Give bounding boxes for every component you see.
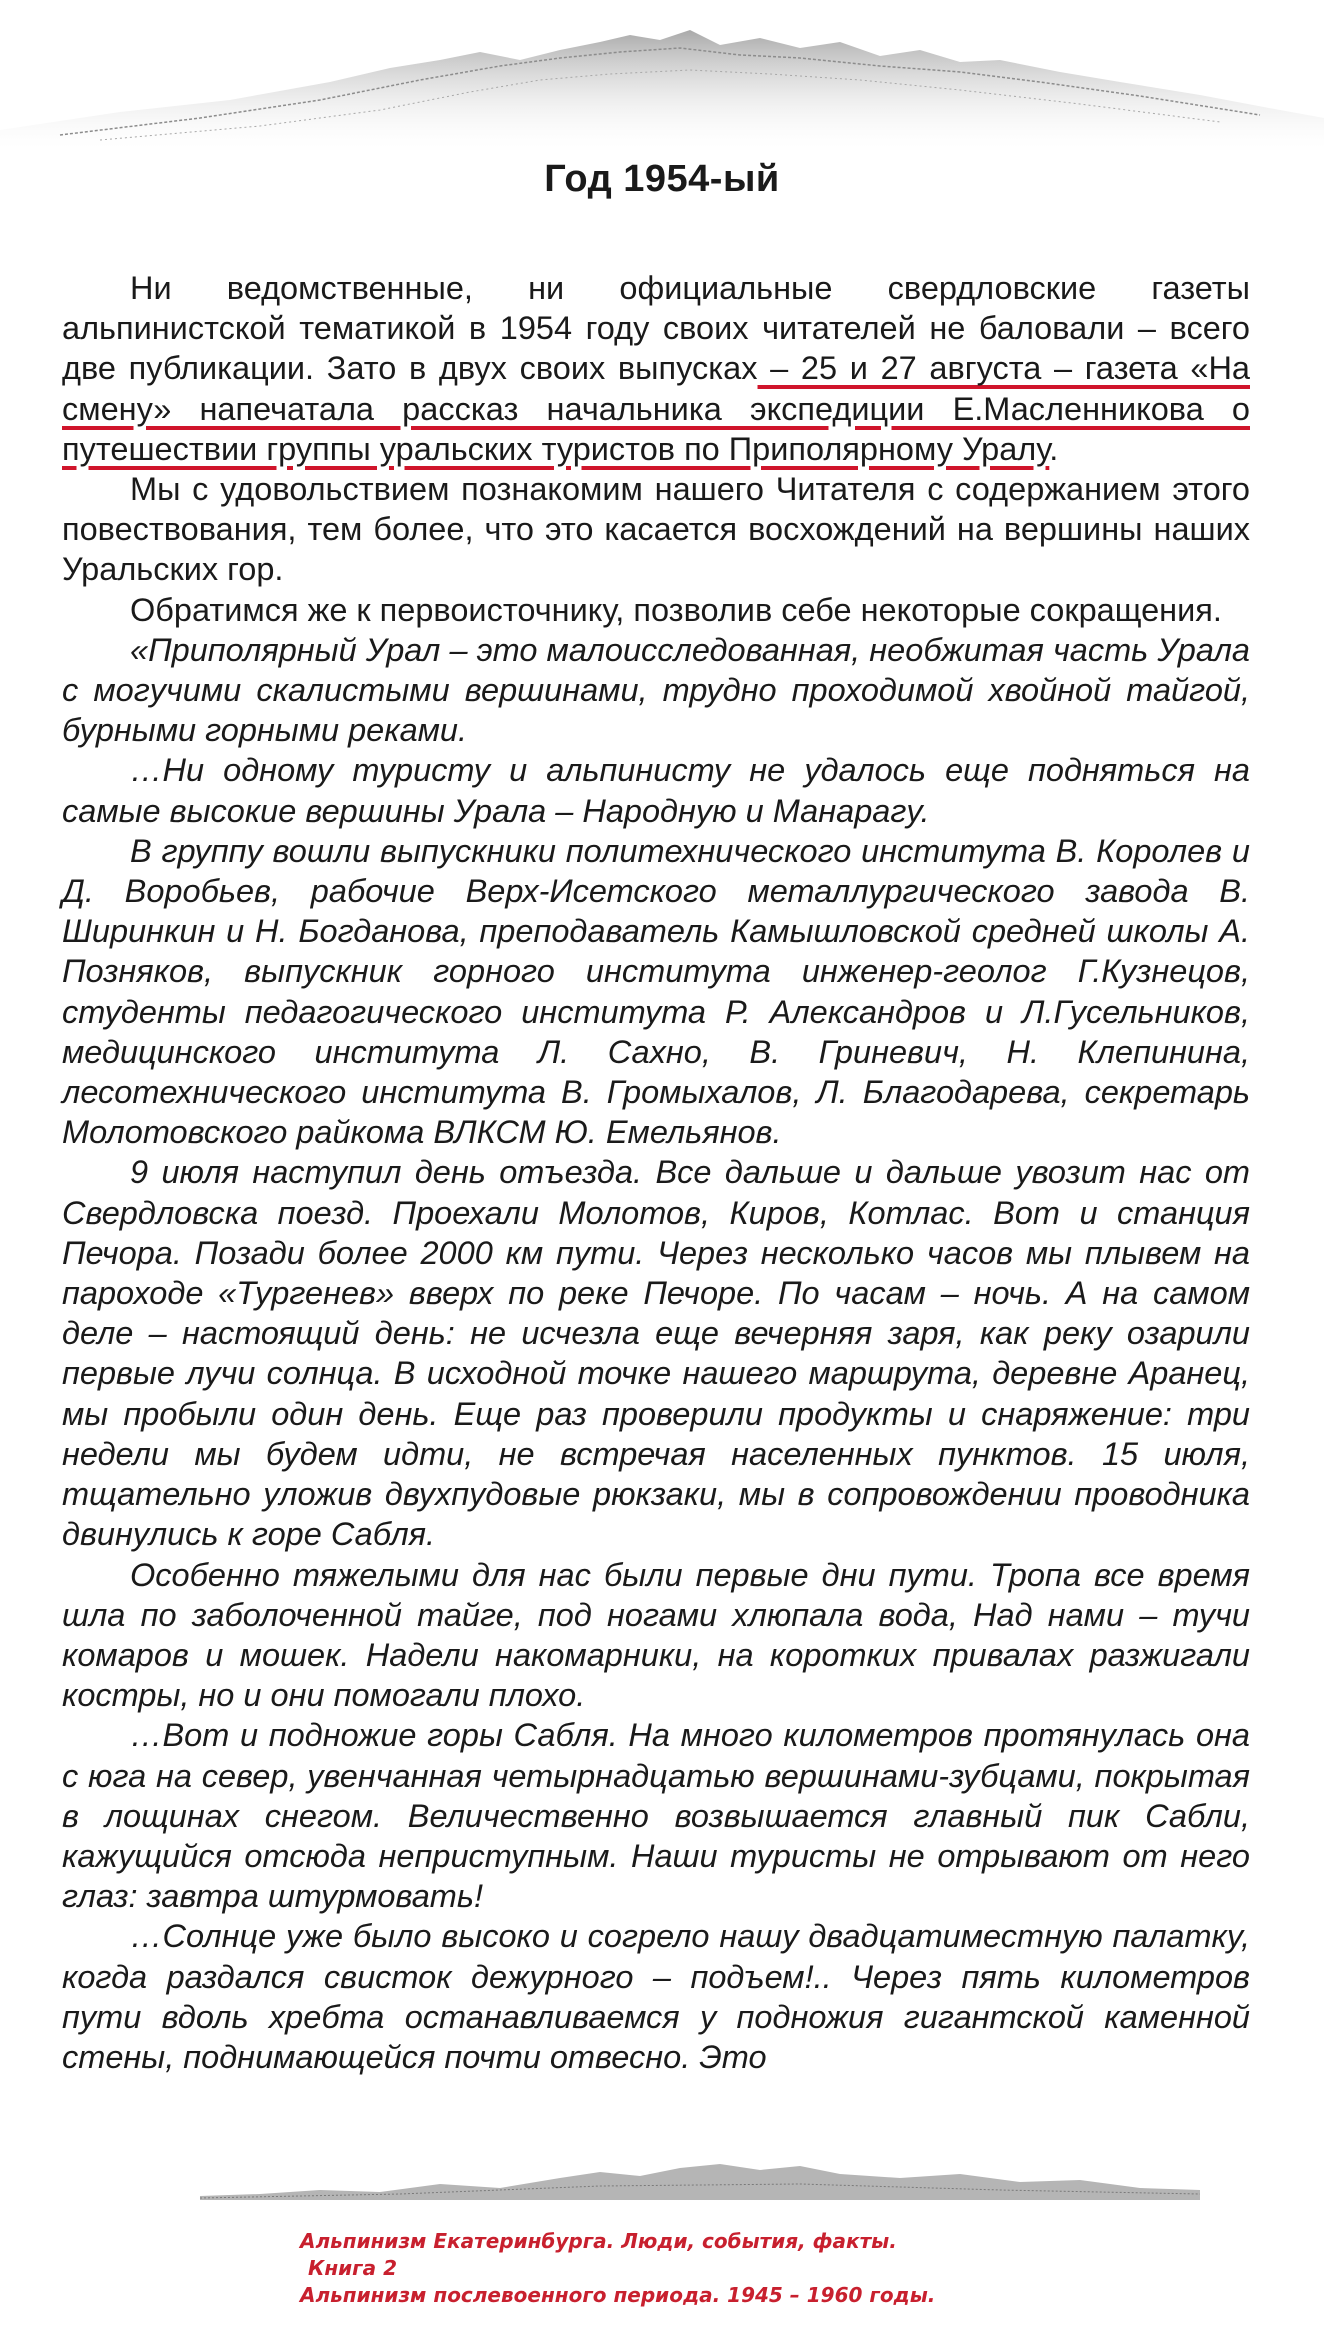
quote-paragraph: …Солнце уже было высоко и согрело нашу двадцатиместную палатку, когда раздался свисток дежурного – подъем!.. Через пять километров пути вдоль хребта останавливаемся у подножия гигантской каменной стены, поднимающейся почти отвесно. Это [62, 1918, 1250, 2075]
quote-paragraph: 9 июля наступил день отъезда. Все дальше и дальше увозит нас от Свердловска поезд. Проехали Молотов, Киров, Котлас. Вот и станция Печора. Позади более 2000 км пути. Через несколько часов мы плывем на пароходе «Тургенев» вверх по реке Печоре. По часам – ночь. А на самом деле – настоящий день: не исчезла еще вечерняя заря, как реку озарили первые лучи солнца. В исходной точке нашего маршрута, деревне Аранец, мы пробыли один день. Еще раз проверили продукты и снаряжение: три недели мы будем идти, не встречая населенных пунктов. 15 июля, тщательно уложив двухпудовые рюкзаки, мы в сопровождении проводника двинулись к горе Сабля. [62, 1154, 1250, 1553]
footer-mountain-range-icon [200, 2150, 1200, 2200]
paragraph-intro-start: Ни ведомственные, ни официальные свердловские газеты альпинистской тематикой в 1954 году своих читателей не баловали – всего две публикации. Зато в двух своих выпусках [62, 270, 1250, 387]
underlined-highlight: – 25 и 27 августа – газета «На смену» напечатала рассказ начальника экспедиции Е.Масленникова о путешествии группы уральских туристов по Приполярному Уралу [62, 350, 1250, 467]
quote-paragraph: …Ни одному туристу и альпинисту не удалось еще подняться на самые высокие вершины Урала – Народную и Манарагу. [62, 752, 1250, 829]
page-title: Год 1954-ый [544, 158, 780, 200]
quote-paragraph: …Вот и подножие горы Сабля. На много километров протянулась она с юга на север, увенчанная четырнадцатью вершинами-зубцами, покрытая в лощинах снегом. Величественно возвышается главный пик Сабли, кажущийся отсюда неприступным. Наши туристы не отрывают от него глаз: завтра штурмовать! [62, 1717, 1250, 1915]
footer-book-number: Книга 2 [308, 2256, 398, 2280]
paragraph-intro-end: . [1049, 430, 1059, 467]
paragraph: Мы с удовольствием познакомим нашего Читателя с содержанием этого повествования, тем более, что это касается восхождений на вершины наших Уральских гор. [62, 471, 1250, 588]
quote-paragraph: В группу вошли выпускники политехнического института В. Королев и Д. Воробьев, рабочие Верх-Исетского металлургического завода В. Ширинкин и Н. Богданова, преподаватель Камышловской средней школы А. Позняков, выпускник горного института инженер-геолог Г.Кузнецов, студенты педагогического института Р. Александров и Л.Гусельников, медицинского института Л. Сахно, В. Гриневич, Н. Клепинина, лесотехнического института В. Громыхалов, Л. Благодарева, секретарь Молотовского райкома ВЛКСМ Ю. Емельянов. [62, 832, 1250, 1151]
book-footer [300, 2228, 935, 2309]
paragraph: Обратимся же к первоисточнику, позволив себе некоторые сокращения. [130, 591, 1222, 628]
quote-paragraph: «Приполярный Урал – это малоисследованная, необжитая часть Урала с могучими скалистыми вершинами, трудно проходимой хвойной тайгой, бурными горными реками. [62, 631, 1250, 749]
paragraph-intro [62, 268, 1250, 469]
header-mountain-range-icon [0, 0, 1324, 150]
footer-subtitle: Альпинизм послевоенного периода. 1945 – 1960 годы. [300, 2283, 936, 2307]
article-body [62, 268, 1250, 2077]
quote-paragraph: Особенно тяжелыми для нас были первые дни пути. Тропа все время шла по заболоченной тайге, под ногами хлюпала вода, Над нами – тучи комаров и мошек. Надели накомарники, на коротких привалах разжигали костры, но и они помогали плохо. [62, 1556, 1250, 1714]
footer-series-title: Альпинизм Екатеринбурга. Люди, события, факты. [300, 2229, 897, 2253]
